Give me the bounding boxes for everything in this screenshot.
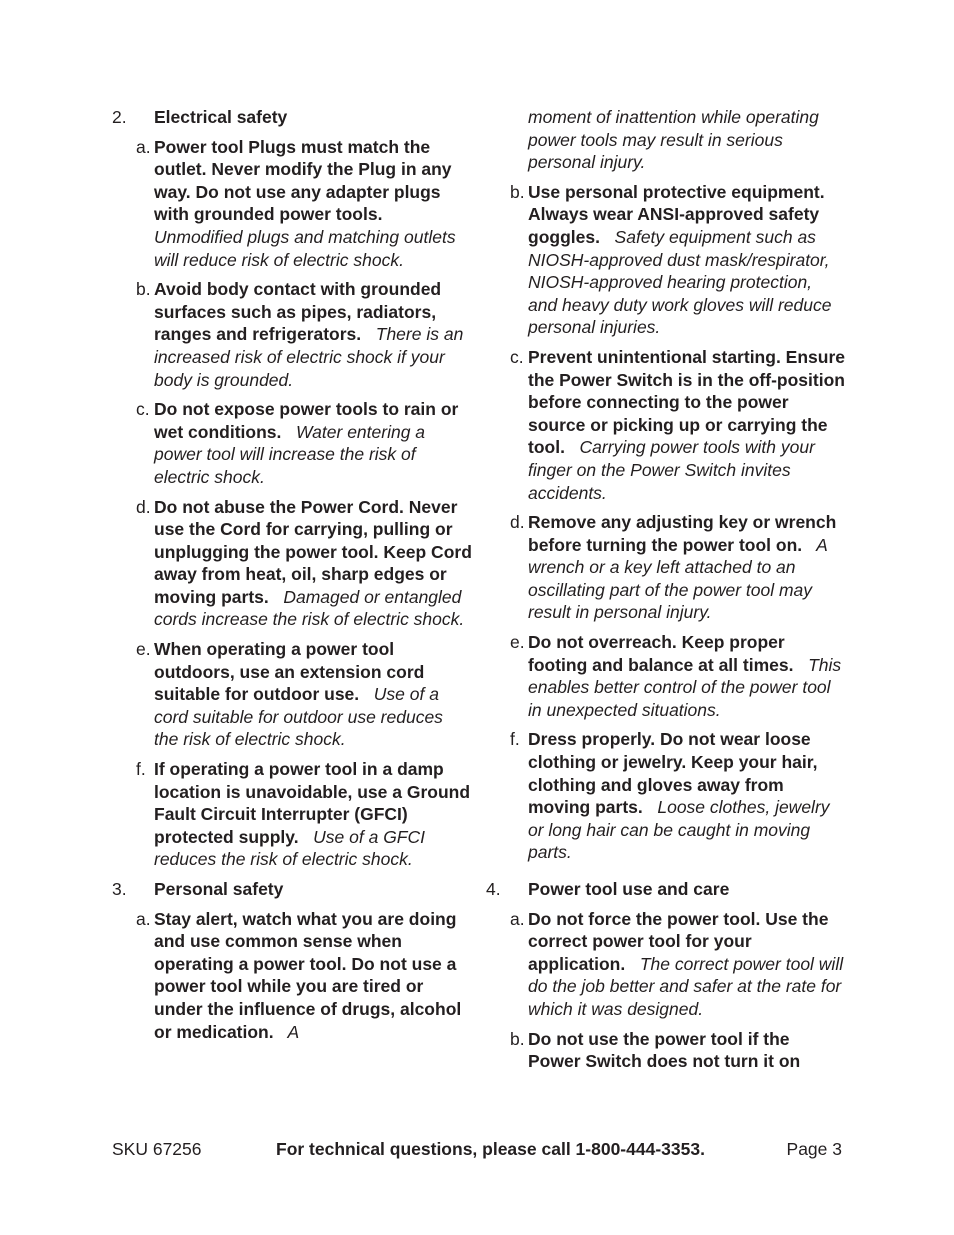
item-instruction: Do not use the power tool if the Power Switch does not turn it on [528,1028,801,1072]
section-title: Personal safety [154,879,284,899]
item-explanation: Unmodified plugs and matching outlets will reduce risk of electric shock. [154,204,456,270]
item-instruction: Do not expose power tools to rain or wet conditions. [154,399,459,442]
right-column [486,106,846,1080]
section-personal-safety-continued [486,106,846,864]
item-letter: c. [510,346,524,367]
list-item [486,346,846,504]
sku-number: SKU 67256 [112,1139,202,1159]
list-item [486,631,846,721]
item-letter: b. [510,1028,525,1049]
list-item [486,908,846,1021]
item-explanation-continued: moment of inattention while operating power tools may result in serious personal injury. [528,107,819,173]
item-instruction: Do not overreach. Keep proper footing and balance at all times. [528,632,794,675]
item-letter: e. [510,632,525,653]
item-letter: d. [136,496,151,517]
item-instruction: Stay alert, watch what you are doing and use common sense when operating a power tool. Do not use a power tool while you are tired or under the influence of drugs, alcohol or medication. [154,908,462,1042]
list-item [112,638,472,751]
section-personal-safety [112,878,472,1043]
item-explanation: Loose clothes, jewelry or long hair can be caught in moving parts. [528,797,830,863]
item-letter: d. [510,512,525,533]
item-instruction: When operating a power tool outdoors, use an extension cord suitable for outdoor use. [154,639,425,705]
item-instruction: Power tool Plugs must match the outlet. Never modify the Plug in any way. Do not use any adapter plugs with grounded power tools. [154,136,452,225]
item-explanation: Carrying power tools with your finger on the Power Switch invites accidents. [528,437,815,503]
item-explanation: Use of a GFCI reduces the risk of electric shock. [154,826,425,870]
list-item [112,758,472,871]
item-letter: f. [510,729,520,750]
item-instruction: Use personal protective equipment. Always wear ANSI-approved safety goggles. [528,181,825,247]
section-number: 4. [486,879,501,899]
item-explanation: Water entering a power tool will increase the risk of electric shock. [154,421,426,487]
left-column [112,106,472,1050]
item-instruction: Do not abuse the Power Cord. Never use the Cord for carrying, pulling or unplugging the power tool. Keep Cord away from heat, oil, sharp edges or moving parts. [154,496,472,607]
list-item [486,511,846,624]
item-instruction: If operating a power tool in a damp location is unavoidable, use a Ground Fault Circuit Interrupter (GFCI) protected supply. [154,759,471,847]
list-item [112,136,472,272]
section-title: Electrical safety [154,107,288,127]
list-item [486,181,846,339]
item-instruction: Avoid body contact with grounded surfaces such as pipes, radiators, ranges and refrigerators. [154,279,442,345]
section-number: 2. [112,107,127,127]
list-item [486,1028,846,1073]
list-item [486,728,846,864]
section-power-tool-use [486,878,846,1073]
list-item [112,398,472,488]
item-letter: b. [510,181,525,202]
section-number: 3. [112,879,127,899]
item-explanation: Use of a cord suitable for outdoor use reduces the risk of electric shock. [154,684,443,750]
list-item [112,908,472,1044]
item-letter: a. [136,908,151,929]
list-item [112,278,472,391]
technical-support-line: For technical questions, please call 1-800-444-3353. [276,1139,705,1159]
section-electrical-safety [112,106,472,871]
item-instruction: Dress properly. Do not wear loose clothing or jewelry. Keep your hair, clothing and gloves away from moving parts. [528,729,818,818]
item-letter: c. [136,399,150,420]
item-instruction: Remove any adjusting key or wrench before turning the power tool on. [528,512,837,555]
item-instruction: Prevent unintentional starting. Ensure the Power Switch is in the off-position before connecting to the power source or picking up or carrying the tool. [528,346,845,458]
item-explanation: The correct power tool will do the job better and safer at the rate for which it was designed. [528,953,844,1019]
item-explanation: Safety equipment such as NIOSH-approved dust mask/respirator, NIOSH-approved hearing protection, and heavy duty work gloves will reduce personal injuries. [528,226,832,338]
page-footer [112,1139,842,1163]
item-explanation: A wrench or a key left attached to an oscillating part of the power tool may result in personal injury. [528,534,828,623]
list-item [112,496,472,632]
item-letter: e. [136,639,151,660]
item-letter: f. [136,759,146,780]
item-explanation: Damaged or entangled cords increase the risk of electric shock. [154,586,465,630]
item-explanation: This enables better control of the power tool in unexpected situations. [528,654,842,720]
page-number: Page 3 [786,1139,842,1159]
item-letter: a. [136,136,151,157]
item-explanation: A [278,1021,300,1042]
item-explanation: There is an increased risk of electric shock if your body is grounded. [154,324,464,390]
section-title: Power tool use and care [528,879,730,899]
item-letter: a. [510,908,525,929]
item-letter: b. [136,279,151,300]
item-instruction: Do not force the power tool. Use the correct power tool for your application. [528,908,829,974]
